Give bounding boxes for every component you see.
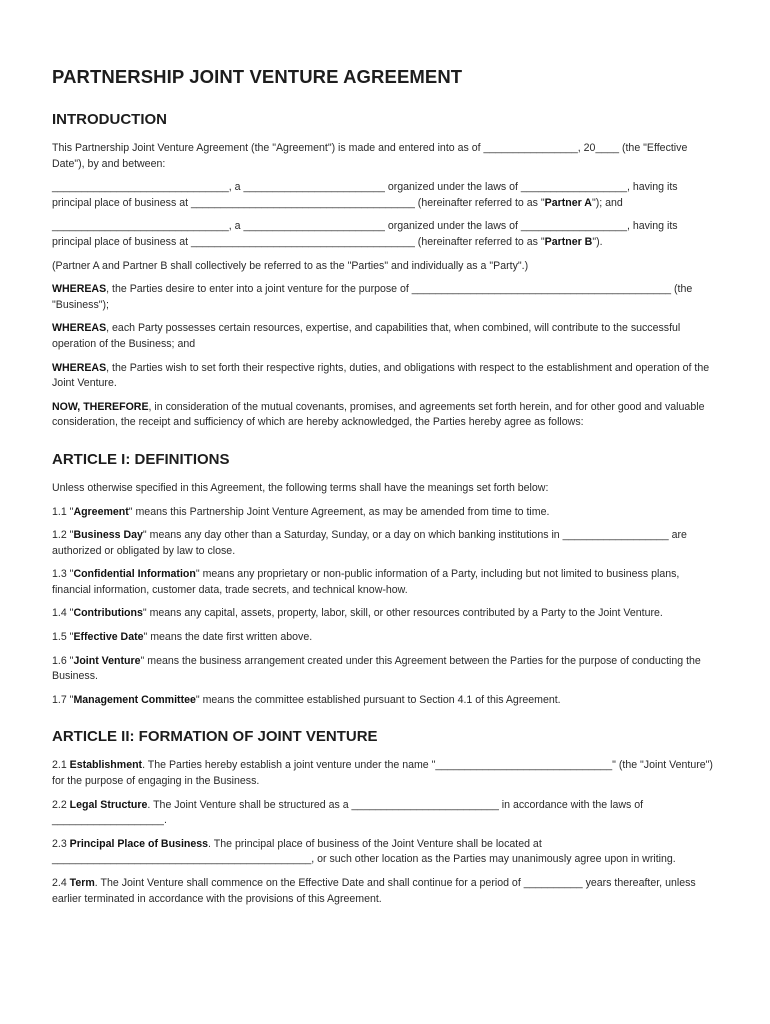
whereas-paragraph-2 <box>52 321 718 352</box>
clause-term: Term <box>69 877 95 889</box>
definition-term: Contributions <box>73 607 143 620</box>
clause-term: Principal Place of Business <box>69 837 209 850</box>
party-a-paragraph <box>52 180 718 211</box>
clause-item <box>52 837 718 868</box>
therefore-text: , in consideration of the mutual covenants, promises, and agreements set forth herein, and for other good and valuable consideration, the receipt and sufficiency of which are hereby acknowledged, the Parties hereby agree as follows: <box>52 400 705 429</box>
whereas-text-3: , the Parties wish to set forth their respective rights, duties, and obligations with respect to the establishment and operation of the Joint Venture. <box>52 361 710 390</box>
definition-text: " means the business arrangement created under this Agreement between the Parties for the purpose of conducting the Business. <box>52 654 701 683</box>
definition-text: " means the date first written above. <box>143 631 313 644</box>
definition-item <box>52 528 718 559</box>
definition-term: Management Committee <box>73 693 196 706</box>
party-a-end: "); and <box>591 196 623 209</box>
clause-number: 2.2 <box>52 798 70 811</box>
whereas-lead-1: WHEREAS <box>52 283 107 296</box>
whereas-text-1: , the Parties desire to enter into a joint venture for the purpose of ____________________________________________ (the "Business"); <box>52 283 693 311</box>
document-title: PARTNERSHIP JOINT VENTURE AGREEMENT <box>52 66 463 87</box>
definition-text: " means any day other than a Saturday, Sunday, or a day on which banking institutions in __________________ are authorized or obligated by law to close. <box>52 529 687 557</box>
whereas-lead-2: WHEREAS <box>52 322 107 335</box>
clause-text: . The Joint Venture shall be structured as a _________________________ in accordance with the laws of ___________________. <box>52 798 644 827</box>
definition-number: 1.2 " <box>52 529 74 542</box>
definition-text: " means the committee established pursuant to Section 4.1 of this Agreement. <box>195 693 561 706</box>
definitions-intro: Unless otherwise specified in this Agreement, the following terms shall have the meanings set forth below: <box>52 481 549 494</box>
definition-term: Joint Venture <box>73 654 141 667</box>
definition-number: 1.3 " <box>52 568 74 581</box>
whereas-paragraph-3 <box>52 361 718 392</box>
party-b-text: ______________________________, a ________________________ organized under the laws of __________________, having its principal place of business at ______________________________________ (hereinafter referred to as " <box>52 220 678 248</box>
definition-text: " means any capital, assets, property, labor, skill, or other resources contributed by a Party to the Joint Venture. <box>142 607 663 620</box>
definition-item <box>52 606 718 622</box>
definition-term: Business Day <box>73 529 143 542</box>
definition-text: " means any proprietary or non-public information of a Party, including but not limited to business plans, financial information, customer data, trade secrets, and technical know-how. <box>52 568 680 596</box>
collective-paragraph: (Partner A and Partner B shall collectively be referred to as the "Parties" and individually as a "Party".) <box>52 259 529 272</box>
introduction-heading: INTRODUCTION <box>52 111 167 128</box>
clause-number: 2.3 <box>52 837 70 850</box>
definition-number: 1.6 " <box>52 654 74 667</box>
therefore-paragraph <box>52 400 718 431</box>
clause-text: . The Parties hereby establish a joint venture under the name "______________________________" (the "Joint Venture") for the purpose of engaging in the Business. <box>52 759 713 788</box>
whereas-text-2: , each Party possesses certain resources, expertise, and capabilities that, when combined, will contribute to the successful operation of the Business; and <box>52 322 681 350</box>
whereas-paragraph-1 <box>52 282 718 313</box>
article-1-heading: ARTICLE I: DEFINITIONS <box>52 450 230 468</box>
party-b-name: Partner B <box>544 235 593 248</box>
definition-item <box>52 505 718 521</box>
intro-paragraph: This Partnership Joint Venture Agreement (the "Agreement") is made and entered into as of ________________, 20____ (the "Effective Date"), by and between: <box>52 142 688 170</box>
therefore-lead: NOW, THEREFORE <box>52 400 149 413</box>
definition-number: 1.4 " <box>52 607 74 620</box>
clause-item <box>52 876 718 907</box>
clause-text: . The Joint Venture shall commence on the Effective Date and shall continue for a period of __________ years thereafter, unless earlier terminated in accordance with the provisions of this Agreement. <box>52 877 696 905</box>
definition-term: Agreement <box>73 505 129 518</box>
definition-term: Confidential Information <box>73 568 196 581</box>
definition-text: " means this Partnership Joint Venture Agreement, as may be amended from time to time. <box>128 505 550 518</box>
definition-item <box>52 654 718 685</box>
clause-number: 2.1 <box>52 759 70 772</box>
party-a-name: Partner A <box>544 196 592 209</box>
whereas-lead-3: WHEREAS <box>52 361 107 374</box>
definition-item <box>52 693 718 709</box>
definition-number: 1.1 " <box>52 505 74 518</box>
clause-text: . The principal place of business of the Joint Venture shall be located at ____________________________________________, or such other location as the Parties may unanimously agree upon in writing. <box>52 837 676 866</box>
party-b-paragraph <box>52 219 718 250</box>
definition-number: 1.5 " <box>52 631 74 644</box>
definition-item <box>52 567 718 598</box>
definition-item <box>52 630 718 646</box>
clause-number: 2.4 <box>52 877 70 889</box>
party-b-end: "). <box>592 235 603 248</box>
party-a-text: ______________________________, a ________________________ organized under the laws of __________________, having its principal place of business at ______________________________________ (hereinafter referred to as " <box>52 181 678 209</box>
clause-term: Legal Structure <box>69 798 148 811</box>
definition-term: Effective Date <box>73 631 144 644</box>
clause-term: Establishment <box>69 759 143 772</box>
clause-item <box>52 758 718 789</box>
clause-item <box>52 798 718 829</box>
definition-number: 1.7 " <box>52 693 74 706</box>
article-2-heading: ARTICLE II: FORMATION OF JOINT VENTURE <box>52 728 378 746</box>
